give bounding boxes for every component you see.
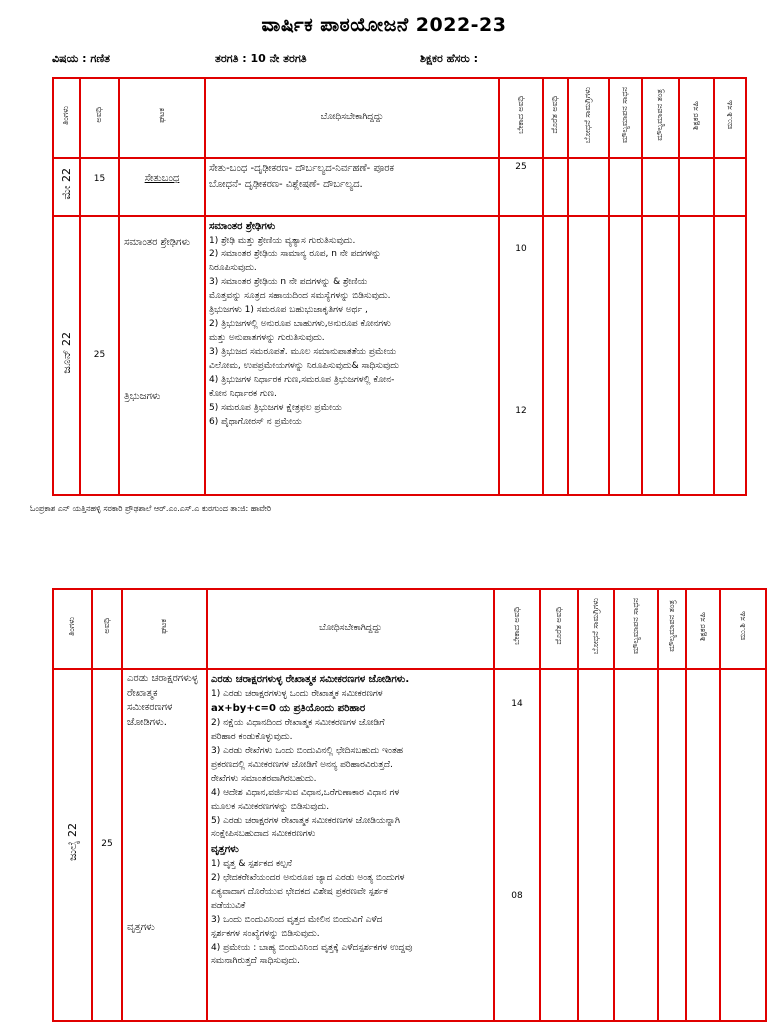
month-cell: ಮೇ 22	[53, 158, 80, 216]
header-needed: ಬೇಕಾದ ಅವಧಿ	[494, 589, 540, 669]
header-teacher-sign: ಶಿಕ್ಷಕರ ಸಹಿ	[686, 589, 720, 669]
page-title: ವಾರ್ಷಿಕ ಪಾಠಯೋಜನೆ 2022-23	[261, 14, 507, 36]
subject-label: ವಿಷಯ : ಗಣಿತ	[52, 52, 110, 65]
needed-cell: 25	[499, 158, 543, 216]
header-eval-tool: ಮೌಲ್ಯಮಾಪನ ಸಾಧನ	[609, 78, 642, 158]
table-header-row	[53, 589, 766, 669]
header-unit: ಘಟಕ	[119, 78, 205, 158]
table-row	[53, 669, 766, 1021]
header-needed: ಬೇಕಾದ ಅವಧಿ	[499, 78, 543, 158]
header-month: ತಿಂಗಳು	[53, 78, 80, 158]
teacher-label: ಶಿಕ್ಷಕರ ಹೆಸರು :	[420, 52, 479, 65]
content-cell: ಎರಡು ಚರಾಕ್ಷರಗಳುಳ್ಳ ರೇಖಾತ್ಮಕ ಸಮೀಕರಣಗಳ ಜೋಡಿಗಳು. 1) ಎರಡು ಚರಾಕ್ಷರಗಳುಳ್ಳ ಒಂದು ರೇಖಾತ್ಮಕ ಸಮೀಕರಣಗಳ ax+by+c=0 ಯ ಪ್ರತಿಯೊಂದು ಪರಿಹಾರ 2) ನಕ್ಷೆಯ ವಿಧಾನದಿಂದ ರೇಖಾತ್ಮಕ ಸಮೀಕರಣಗಳ ಜೋಡಿಗೆ ಪರಿಹಾರ ಕಂಡುಕೊಳ್ಳುವುದು. 3) ಎರಡು ರೇಖೆಗಳು ಒಂದು ಬಿಂದುವಿನಲ್ಲಿ ಛೇದಿಸಬಹುದು ಇಂತಹ ಪ್ರಕರಣದಲ್ಲಿ ಸಮೀಕರಣಗಳ ಜೋಡಿಗೆ ಅನನ್ಯ ಪರಿಹಾರವಿರುತ್ತದೆ. ರೇಖೆಗಳು ಸಮಾಂತರವಾಗಿರಬಹುದು. 4) ಆದೇಶ ವಿಧಾನ,ವರ್ಜಿಸುವ ವಿಧಾನ,ಒರೆಗುಣಾಕಾರ ವಿಧಾನ ಗಳ ಮೂಲಕ ಸಮೀಕರಣಗಳನ್ನು ಬಿಡಿಸುವುದು. 5) ಎರಡು ಚರಾಕ್ಷರಗಳ ರೇಖಾತ್ಮಕ ಸಮೀಕರಣಗಳ ಜೋಡಿಯನ್ನಾಗಿ ಸಂಕ್ಷೇಪಿಸಬಹುದಾದ ಸಮೀಕರಣಗಳು ವೃತ್ತಗಳು 1) ವೃತ್ತ & ಸ್ಪರ್ಶಕದ ಕಲ್ಪನೆ 2) ಛೇದಕರೇಖೆಯಂದರ ಅನುರೂಪ ಜ್ಯಾದ ಎರಡು ಅಂತ್ಯ ಬಿಂದುಗಳ ಏಕ್ಯವಾದಾಗ ದೊರೆಯುವ ಛೇದಕದ ವಿಶೇಷ ಪ್ರಕರಣವೇ ಸ್ಪರ್ಶಕ ಪಡೆಯುವಿಕೆ 3) ಒಂದು ಬಿಂದುವಿನಿಂದ ವೃತ್ತದ ಮೇಲಿನ ಬಿಂದುವಿಗೆ ಎಳೆದ ಸ್ಪರ್ಶಕಗಳ ಸಂಖ್ಯೆಗಳನ್ನು ಬಿಡಿಸುವುದು. 4) ಪ್ರಮೇಯ : ಬಾಹ್ಯ ಬಿಂದುವಿನಿಂದ ವೃತ್ತಕ್ಕೆ ಎಳೆದಸ್ಪರ್ಶಕಗಳ ಉದ್ದವು ಸಮನಾಗಿರುತ್ತದೆ ಸಾಧಿಸುವುದು.	[207, 669, 494, 1021]
lesson-plan-table-1	[52, 77, 747, 496]
unit-cell: ಸಮಾಂತರ ಶ್ರೇಢಿಗಳು ತ್ರಿಭುಜಗಳು	[119, 216, 205, 495]
unit-cell: ಸೇತುಬಂಧ	[119, 158, 205, 216]
month-cell: ಜೂನ್ 22	[53, 216, 80, 495]
header-got: ದೊರೆತ ಅವಧಿ	[543, 78, 568, 158]
table-row	[53, 158, 746, 216]
class-label: ತರಗತಿ : 10 ನೇ ತರಗತಿ	[215, 52, 307, 65]
header-content: ಬೋಧಿಸಬೇಕಾಗಿದ್ದದ್ದು	[205, 78, 499, 158]
header-teacher-sign: ಶಿಕ್ಷಕರ ಸಹಿ	[679, 78, 714, 158]
header-eval-tool: ಮೌಲ್ಯಮಾಪನ ಸಾಧನ	[614, 589, 658, 669]
footer-credit: ಓಂಪ್ರಕಾಶ ಎನ್ ಯತ್ತಿನಹಳ್ಳಿ ಸರಕಾರಿ ಪ್ರೌಢಶಾಲೆ ಆರ್.ಎಂ.ಎಸ್.ಎ ಕುರಗುಂದ ತಾ:ಜಿ: ಹಾವೇರಿ	[30, 504, 272, 513]
month-cell: ಜುಲೈ 22	[53, 669, 92, 1021]
period-cell: 25	[80, 216, 119, 495]
header-month: ತಿಂಗಳು	[53, 589, 92, 669]
header-eval-method: ಮೌಲ್ಯಮಾಪನ ತಂತ್ರ	[658, 589, 686, 669]
period-cell: 15	[80, 158, 119, 216]
unit-cell: ಎರಡು ಚರಾಕ್ಷರಗಳುಳ್ಳ ರೇಖಾತ್ಮಕ ಸಮೀಕರಣಗಳ ಜೋಡಿಗಳು. ವೃತ್ತಗಳು	[122, 669, 207, 1021]
needed-cell: 14 08	[494, 669, 540, 1021]
header-content: ಬೋಧಿಸಬೇಕಾಗಿದ್ದದ್ದು	[207, 589, 494, 669]
needed-cell: 10 12	[499, 216, 543, 495]
header-got: ದೊರೆತ ಅವಧಿ	[540, 589, 578, 669]
content-cell: ಸಮಾಂತರ ಶ್ರೇಢಿಗಳು 1) ಶ್ರೇಢಿ ಮತ್ತು ಶ್ರೇಣಿಯ ವ್ಯತ್ಯಾಸ ಗುರುತಿಸುವುದು. 2) ಸಮಾಂತರ ಶ್ರೇಢಿಯ ಸಾಮಾನ್ಯ ರೂಪ, n ನೇ ಪದಗಳನ್ನು ನಿರೂಪಿಸುವುದು. 3) ಸಮಾಂತರ ಶ್ರೇಢಿಯ n ನೇ ಪದಗಳನ್ನು & ಶ್ರೇಣಿಯ ಮೊತ್ತವನ್ನು ಸೂತ್ರದ ಸಹಾಯದಿಂದ ಸಮಸ್ಯೆಗಳನ್ನು ಬಿಡಿಸುವುದು. ತ್ರಿಭುಜಗಳು 1) ಸಮರೂಪ ಬಹುಭುಜಾಕೃತಿಗಳ ಅರ್ಥ , 2) ತ್ರಿಭುಜಗಳಲ್ಲಿ ಅನುರೂಪ ಬಾಹುಗಳು,ಅನುರೂಪ ಕೋನಗಳು ಮತ್ತು ಅನುಪಾತಗಳನ್ನು ಗುರುತಿಸುವುದು. 3) ತ್ರಿಭುಜದ ಸಮರೂಪತೆ. ಮೂಲ ಸಮಾನುಪಾತತೆಯ ಪ್ರಮೇಯ ವಿಲೋಮ, ಉಪಪ್ರಮೇಯಗಳನ್ನು ನಿರೂಪಿಸುವುದು& ಸಾಧಿಸುವುದು 4) ತ್ರಿಭುಜಗಳ ನಿರ್ಧಾರಕ ಗುಣ,ಸಮರೂಪ ತ್ರಿಭುಜಗಳಲ್ಲಿ ಕೋನ- ಕೋನ ನಿರ್ಧಾರಕ ಗುಣ. 5) ಸಮರೂಪ ತ್ರಿಭುಜಗಳ ಕ್ಷೇತ್ರಫಲ ಪ್ರಮೇಯ 6) ಪೈಥಾಗೋರಸ್ ನ ಪ್ರಮೇಯ	[205, 216, 499, 495]
content-cell: ಸೇತು-ಬಂಧ -ದೃಢೀಕರಣ- ದೌರ್ಬಲ್ಯದ-ನಿರ್ವಹಣೆ- ಪೂರಕ ಬೋಧನೆ- ದೃಢೀಕರಣ- ವಿಶ್ಲೇಷಣೆ- ದೌರ್ಬಲ್ಯದ.	[205, 158, 499, 216]
header-materials: ಬೋಧನೆ ಸಾಮಗ್ರಿಗಳು	[568, 78, 609, 158]
table-header-row	[53, 78, 746, 158]
period-cell: 25	[92, 669, 122, 1021]
header-hm-sign: ಮು.ಶಿ ಸಹಿ	[714, 78, 746, 158]
header-period: ಅವಧಿ	[92, 589, 122, 669]
table-row	[53, 216, 746, 495]
header-unit: ಘಟಕ	[122, 589, 207, 669]
header-hm-sign: ಮು.ಶಿ ಸಹಿ	[720, 589, 766, 669]
header-eval-method: ಮೌಲ್ಯಮಾಪನ ತಂತ್ರ	[642, 78, 679, 158]
header-period: ಅವಧಿ	[80, 78, 119, 158]
lesson-plan-table-2	[52, 588, 767, 1022]
header-materials: ಬೋಧನೆ ಸಾಮಗ್ರಿಗಳು	[578, 589, 614, 669]
